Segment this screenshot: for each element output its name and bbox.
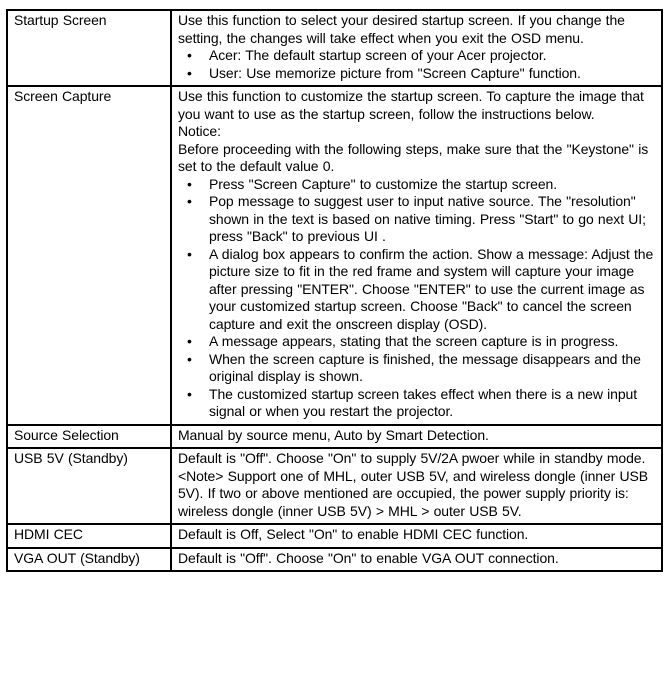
description-paragraph: Use this function to select your desired startup screen. If you change the setting, the changes will take effect when you exit the OSD menu. [178,12,625,46]
bullet-icon: • [187,47,192,63]
description-paragraph: <Note> Support one of MHL, outer USB 5V, and wireless dongle (inner USB 5V). If two or above mentioned are occupied, the power supply priority is: wireless dongle (inner USB 5V) > MHL > outer USB 5V. [178,467,648,519]
bullet-icon: • [187,175,192,192]
setting-name-cell [7,524,171,548]
bullet-icon: • [187,64,192,81]
bullet-list-item [178,65,655,83]
bullet-list-item [178,351,655,386]
setting-description-cell [171,448,662,524]
bullet-text: Pop message to suggest user to input native source. The "resolution" shown in the text is based on native timing. Press "Start" to go next UI; press "Back" to previous UI . [209,193,646,244]
bullet-text: When the screen capture is finished, the message disappears and the original display is shown. [209,350,641,384]
description-paragraph: Default is "Off". Choose "On" to enable VGA OUT connection. [178,549,559,566]
bullet-icon: • [187,193,192,209]
setting-name: Startup Screen [14,12,107,28]
setting-name-cell [7,10,171,86]
bullet-list-item [178,47,655,65]
bullet-icon: • [187,245,192,262]
setting-description-cell [171,425,662,449]
bullet-text: User: Use memorize picture from "Screen Capture" function. [209,64,581,81]
setting-name: VGA OUT (Standby) [14,549,140,566]
setting-name: Source Selection [14,426,119,443]
bullet-icon: • [187,385,192,402]
bullet-text: A dialog box appears to confirm the action. Show a message: Adjust the picture size to fit in the red frame and system will capture your image after pressing "ENTER". Choose "ENTER" to use the current image as your customized startup screen. Choose "Back" to cancel the screen capture and exit the onscreen display (OSD). [209,245,654,332]
setting-name-cell [7,86,171,425]
setting-name: USB 5V (Standby) [14,450,128,466]
bullet-text: A message appears, stating that the screen capture is in progress. [209,333,619,349]
setting-name: HDMI CEC [14,526,83,542]
setting-name-cell [7,425,171,449]
table-row [7,86,662,425]
bullet-list-item [178,193,655,246]
table-row [7,10,662,86]
setting-description-cell [171,10,662,86]
setting-name-cell [7,548,171,572]
description-paragraph: Default is "Off". Choose "On" to supply 5V/2A pwoer while in standby mode. [178,450,646,466]
table-row [7,425,662,449]
settings-table [6,9,663,572]
setting-name-cell [7,448,171,524]
bullet-icon: • [187,350,192,367]
description-paragraph: Use this function to customize the startup screen. To capture the image that you want to use as the startup screen, follow the instructions below. [178,88,644,122]
description-paragraph: Manual by source menu, Auto by Smart Detection. [178,426,489,443]
bullet-list-item [178,176,655,194]
bullet-icon: • [187,333,192,349]
bullet-list-item [178,246,655,334]
setting-description-cell [171,548,662,572]
table-row [7,548,662,572]
description-paragraph: Default is Off, Select "On" to enable HDMI CEC function. [178,526,529,542]
table-row [7,524,662,548]
bullet-list-item [178,386,655,421]
settings-table-body [7,10,662,571]
description-paragraph: Notice: [178,123,221,139]
bullet-text: Acer: The default startup screen of your Acer projector. [209,47,547,63]
table-row [7,448,662,524]
bullet-text: The customized startup screen takes effect when there is a new input signal or when you restart the projector. [209,385,638,419]
setting-name: Screen Capture [14,88,112,104]
setting-description-cell [171,86,662,425]
bullet-text: Press "Screen Capture" to customize the startup screen. [209,175,557,192]
description-paragraph: Before proceeding with the following steps, make sure that the "Keystone" is set to the default value 0. [178,140,649,174]
bullet-list-item [178,333,655,351]
setting-description-cell [171,524,662,548]
